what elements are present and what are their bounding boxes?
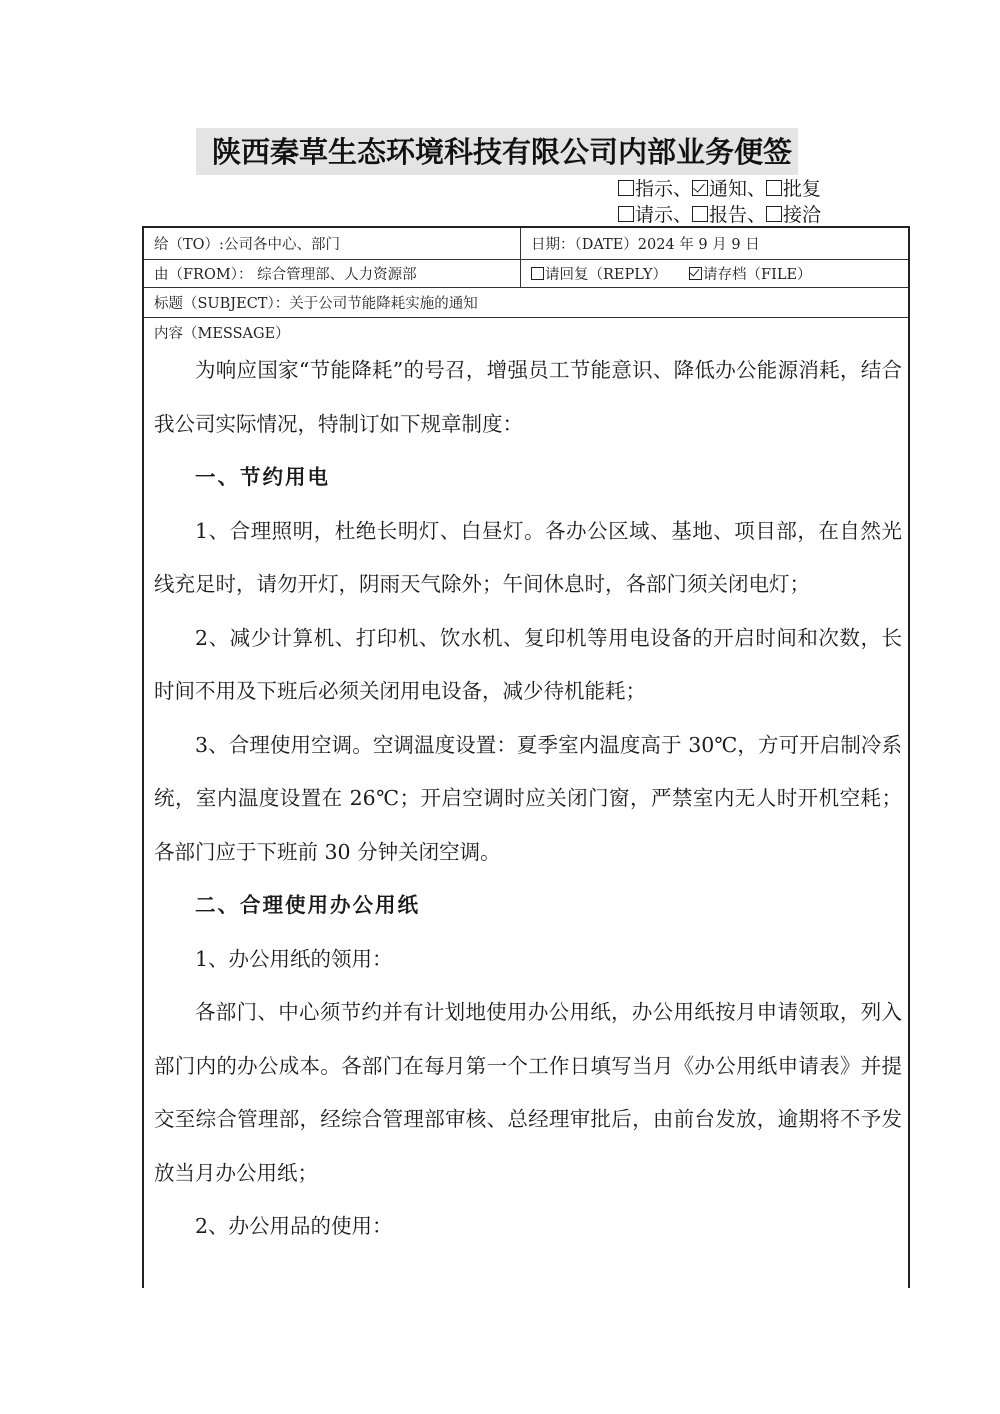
option-request-label: 请示、 (635, 204, 693, 226)
reply-checkbox[interactable] (531, 267, 544, 280)
section-1-heading: 一、节约用电 (195, 465, 330, 489)
option-instruction-label: 指示、 (635, 178, 693, 200)
section-2-item-1-title: 1、办公用纸的领用： (195, 946, 393, 971)
option-report-label: 报告、 (709, 204, 767, 226)
section-1-item-2: 2、减少计算机、打印机、饮水机、复印机等用电设备的开启时间和次数，长时间不用及下班后必须关闭用电设备，减少待机能耗； (154, 625, 902, 703)
section-2-item-1-text: 各部门、中心须节约并有计划地使用办公用纸，办公用纸按月申请领取，列入部门内的办公成本。各部门在每月第一个工作日填写当月《办公用纸申请表》并提交至综合管理部，经综合管理部审核、总经理审批后，由前台发放，逾期将不予发放当月办公用纸； (154, 1000, 902, 1185)
intro-paragraph: 为响应国家“节能降耗”的号召，增强员工节能意识、降低办公能源消耗，结合我公司实际情况，特制订如下规章制度： (154, 358, 902, 436)
checkbox-instruction[interactable] (618, 180, 634, 196)
reply-label: 请回复（REPLY） (545, 267, 668, 283)
subject-field: 标题（SUBJECT）：关于公司节能降耗实施的通知 (154, 296, 478, 312)
checkbox-report[interactable] (692, 206, 708, 222)
memo-type-options (618, 176, 821, 228)
date-field: 日期：（DATE）2024 年 9 月 9 日 (520, 228, 910, 259)
header-row-to-date (144, 228, 908, 260)
message-label: 内容（MESSAGE） (154, 325, 290, 342)
option-approval-label: 批复 (783, 178, 822, 200)
file-checkbox[interactable] (689, 267, 702, 280)
section-2-item-2-title: 2、办公用品的使用： (195, 1214, 393, 1238)
message-body (154, 344, 902, 1254)
option-contact-label: 接洽 (783, 204, 822, 226)
reply-file-options (520, 260, 910, 287)
checkbox-approval[interactable] (766, 180, 782, 196)
checkbox-contact[interactable] (766, 206, 782, 222)
title-container (0, 128, 1000, 175)
section-2-heading: 二、合理使用办公用纸 (195, 893, 420, 917)
file-label: 请存档（FILE） (703, 267, 812, 283)
from-field: 由（FROM）： 综合管理部、人力资源部 (154, 267, 417, 283)
memo-type-row-1 (618, 176, 821, 202)
to-field: 给（TO）:公司各中心、部门 (154, 237, 340, 253)
checkbox-notice[interactable] (692, 180, 708, 196)
checkbox-request[interactable] (618, 206, 634, 222)
option-notice-label: 通知、 (709, 178, 767, 200)
section-1-item-1: 1、合理照明，杜绝长明灯、白昼灯。各办公区域、基地、项目部，在自然光线充足时，请勿开灯，阴雨天气除外；午间休息时，各部门须关闭电灯； (154, 518, 902, 596)
memo-type-row-2 (618, 202, 821, 228)
document-title: 陕西秦草生态环境科技有限公司内部业务便签 (196, 128, 798, 175)
subject-row (144, 288, 908, 318)
message-label-row (144, 318, 908, 346)
header-row-from (144, 260, 908, 288)
memo-form (142, 226, 910, 1288)
section-1-item-3: 3、合理使用空调。空调温度设置：夏季室内温度高于 30℃，方可开启制冷系统，室内温度设置在 26℃；开启空调时应关闭门窗，严禁室内无人时开机空耗；各部门应于下班前 30 分钟关闭空调。 (154, 732, 902, 864)
